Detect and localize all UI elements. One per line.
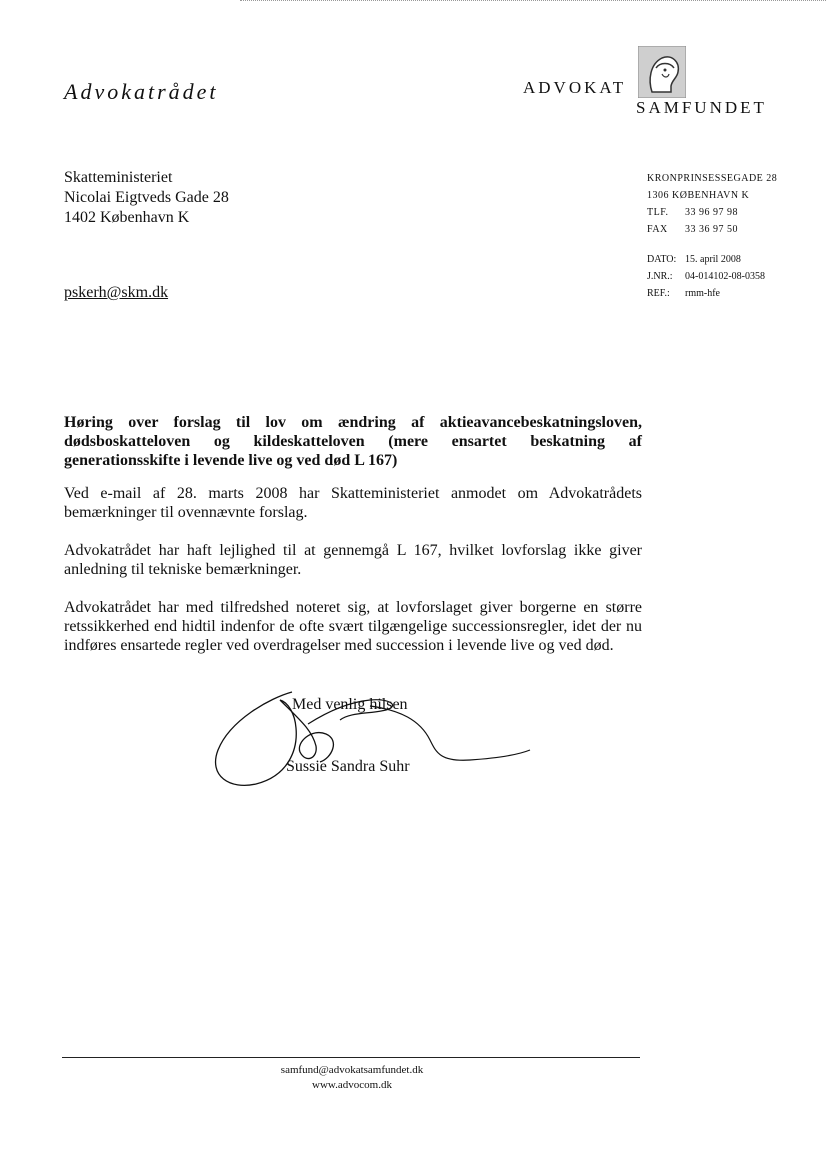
subject-heading: Høring over forslag til lov om ændring af aktieavancebeskatningsloven, dødsboskatteloven og kildeskatteloven (mere ensartet beskatning af generationsskifte i levende live og ved død L 167)	[64, 414, 642, 469]
recipient-line: Nicolai Eigtveds Gade 28	[64, 189, 229, 206]
sender-city: 1306 KØBENHAVN K	[647, 190, 750, 201]
journal-row	[647, 268, 765, 285]
journal-value: 04-014102-08-0358	[685, 271, 765, 282]
footer-website[interactable]: www.advocom.dk	[312, 1079, 392, 1091]
sender-street: KRONPRINSESSEGADE 28	[647, 173, 778, 184]
fax-value: 33 36 97 50	[685, 224, 738, 235]
letter-meta	[647, 251, 765, 302]
footer-rule	[62, 1057, 640, 1058]
phone-label: TLF.	[647, 207, 669, 218]
handwritten-signature	[200, 680, 540, 800]
letterhead-name: Advokatrådet	[64, 79, 219, 104]
signer-name: Sussie Sandra Suhr	[286, 758, 410, 775]
letter-body	[64, 413, 642, 674]
date-label: DATO:	[647, 254, 677, 265]
sender-phone	[647, 204, 777, 221]
helmeted-head-icon	[638, 46, 686, 98]
sender-address	[647, 170, 777, 238]
fax-label: FAX	[647, 224, 668, 235]
sender-fax	[647, 221, 777, 238]
journal-label: J.NR.:	[647, 271, 673, 282]
recipient-line: Skatteministeriet	[64, 169, 173, 186]
body-paragraph: Advokatrådet har haft lejlighed til at gennemgå L 167, hvilket lovforslag ikke giver anledning til tekniske bemærkninger.	[64, 542, 642, 578]
date-value: 15. april 2008	[685, 254, 741, 265]
closing-greeting: Med venlig hilsen	[292, 696, 408, 713]
ref-value: rmm-hfe	[685, 288, 720, 299]
ref-row	[647, 285, 765, 302]
body-paragraph: Advokatrådet har med tilfredshed noteret sig, at lovforslaget giver borgerne en større retssikkerhed end hidtil indenfor de ofte svært tilgængelige successionsregler, idet der nu indføres ensartede regler ved overdragelser med succession i levende live og ved død.	[64, 599, 642, 654]
logo-text-advokat: ADVOKAT	[523, 78, 627, 97]
recipient-address	[64, 168, 229, 228]
ref-label: REF.:	[647, 288, 670, 299]
phone-value: 33 96 97 98	[685, 207, 738, 218]
recipient-line: 1402 København K	[64, 209, 190, 226]
date-row	[647, 251, 765, 268]
footer-email[interactable]: samfund@advokatsamfundet.dk	[280, 1064, 424, 1076]
logo-text-samfundet: SAMFUNDET	[636, 98, 767, 117]
recipient-email-link[interactable]: pskerh@skm.dk	[64, 284, 169, 301]
scan-top-border	[240, 0, 826, 2]
body-paragraph: Ved e-mail af 28. marts 2008 har Skatteministeriet anmodet om Advokatrådets bemærkninger til ovennævnte forslag.	[64, 485, 642, 521]
